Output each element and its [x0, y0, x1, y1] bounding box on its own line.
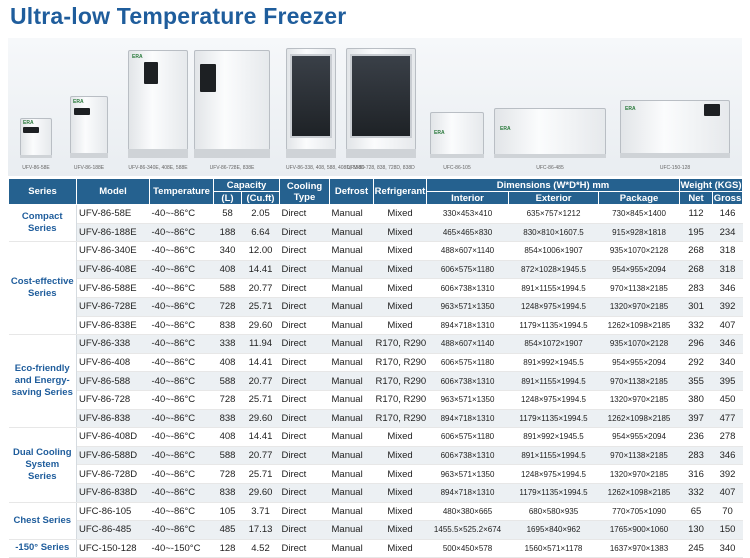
capacity-cuft-cell: 3.71 [242, 502, 280, 521]
capacity-cuft-cell: 14.41 [242, 260, 280, 279]
gross-weight-cell: 70 [713, 502, 743, 521]
exterior-cell: 1248×975×1994.5 [509, 297, 599, 316]
capacity-l-cell: 188 [214, 223, 242, 242]
capacity-l-cell: 128 [214, 539, 242, 558]
defrost-cell: Manual [330, 521, 374, 540]
capacity-l-cell: 105 [214, 502, 242, 521]
header-package: Package [599, 192, 680, 205]
capacity-l-cell: 838 [214, 316, 242, 335]
gross-weight-cell: 340 [713, 539, 743, 558]
model-cell: UFV-86-408E [77, 260, 150, 279]
brand-logo: ERA [500, 126, 511, 132]
capacity-l-cell: 340 [214, 242, 242, 261]
package-cell: 1262×1098×2185 [599, 316, 680, 335]
brand-logo: ERA [23, 120, 34, 126]
table-row [9, 428, 743, 447]
cooling-type-cell: Direct [280, 260, 330, 279]
refrigerant-cell: R170, R290 [374, 390, 427, 409]
refrigerant-cell: Mixed [374, 260, 427, 279]
refrigerant-cell: R170, R290 [374, 353, 427, 372]
capacity-cuft-cell: 14.41 [242, 428, 280, 447]
series-cell: Compact Series [9, 205, 77, 242]
photo-caption: UFC-86-105 [443, 165, 471, 171]
gross-weight-cell: 346 [713, 446, 743, 465]
product-photo-ufc-86-105 [430, 112, 484, 171]
brand-logo: ERA [625, 106, 636, 112]
model-cell: UFV-86-188E [77, 223, 150, 242]
interior-cell: 480×380×665 [427, 502, 509, 521]
interior-cell: 465×465×830 [427, 223, 509, 242]
defrost-cell: Manual [330, 465, 374, 484]
series-cell: -150° Series [9, 539, 77, 558]
photo-caption: UFV-86-188E [73, 165, 105, 171]
net-weight-cell: 332 [680, 316, 713, 335]
capacity-l-cell: 588 [214, 279, 242, 298]
header-capacity-cuft: (Cu.ft) [242, 192, 280, 205]
temperature-cell: -40~-86°C [150, 465, 214, 484]
brand-logo: ERA [73, 99, 84, 105]
gross-weight-cell: 407 [713, 483, 743, 502]
temperature-cell: -40~-86°C [150, 409, 214, 428]
product-photo-ufv-86-338 [286, 48, 365, 171]
cooling-type-cell: Direct [280, 390, 330, 409]
cooling-type-cell: Direct [280, 483, 330, 502]
table-row [9, 223, 743, 242]
brand-logo: ERA [434, 130, 445, 136]
table-row [9, 242, 743, 261]
gross-weight-cell: 340 [713, 353, 743, 372]
header-net: Net [680, 192, 713, 205]
table-row [9, 483, 743, 502]
refrigerant-cell: Mixed [374, 242, 427, 261]
gross-weight-cell: 392 [713, 297, 743, 316]
package-cell: 730×845×1400 [599, 205, 680, 224]
table-row [9, 409, 743, 428]
defrost-cell: Manual [330, 428, 374, 447]
model-cell: UFV-86-338 [77, 335, 150, 354]
photo-caption: UFC-86-485 [536, 165, 564, 171]
model-cell: UFC-86-485 [77, 521, 150, 540]
cooling-type-cell: Direct [280, 353, 330, 372]
interior-cell: 963×571×1350 [427, 297, 509, 316]
exterior-cell: 854×1006×1907 [509, 242, 599, 261]
net-weight-cell: 268 [680, 260, 713, 279]
cooling-type-cell: Direct [280, 446, 330, 465]
photo-caption: UFV-86-728, 838, 728D, 838D [347, 165, 415, 171]
series-cell: Dual Cooling System Series [9, 428, 77, 502]
table-row [9, 335, 743, 354]
header-capacity-l: (L) [214, 192, 242, 205]
product-photo-ufv-86-728e [194, 50, 270, 171]
product-photo-strip [8, 38, 742, 176]
capacity-cuft-cell: 20.77 [242, 279, 280, 298]
exterior-cell: 872×1028×1945.5 [509, 260, 599, 279]
table-row [9, 539, 743, 558]
model-cell: UFV-86-838 [77, 409, 150, 428]
capacity-l-cell: 728 [214, 297, 242, 316]
model-cell: UFV-86-408D [77, 428, 150, 447]
header-refrigerant: Refrigerant [374, 179, 427, 205]
header-model: Model [77, 179, 150, 205]
package-cell: 970×1138×2185 [599, 446, 680, 465]
exterior-cell: 1695×840×962 [509, 521, 599, 540]
package-cell: 915×928×1818 [599, 223, 680, 242]
exterior-cell: 1248×975×1994.5 [509, 465, 599, 484]
defrost-cell: Manual [330, 316, 374, 335]
exterior-cell: 1179×1135×1994.5 [509, 316, 599, 335]
net-weight-cell: 397 [680, 409, 713, 428]
refrigerant-cell: Mixed [374, 279, 427, 298]
exterior-cell: 891×992×1945.5 [509, 353, 599, 372]
net-weight-cell: 292 [680, 353, 713, 372]
defrost-cell: Manual [330, 335, 374, 354]
cooling-type-cell: Direct [280, 372, 330, 391]
temperature-cell: -40~-86°C [150, 279, 214, 298]
table-row [9, 316, 743, 335]
refrigerant-cell: Mixed [374, 205, 427, 224]
series-cell: Chest Series [9, 502, 77, 539]
package-cell: 970×1138×2185 [599, 372, 680, 391]
gross-weight-cell: 278 [713, 428, 743, 447]
spec-table [8, 178, 743, 558]
capacity-cuft-cell: 17.13 [242, 521, 280, 540]
net-weight-cell: 112 [680, 205, 713, 224]
defrost-cell: Manual [330, 223, 374, 242]
capacity-cuft-cell: 25.71 [242, 297, 280, 316]
defrost-cell: Manual [330, 446, 374, 465]
temperature-cell: -40~-86°C [150, 446, 214, 465]
model-cell: UFV-86-340E [77, 242, 150, 261]
gross-weight-cell: 150 [713, 521, 743, 540]
defrost-cell: Manual [330, 260, 374, 279]
net-weight-cell: 316 [680, 465, 713, 484]
model-cell: UFV-86-408 [77, 353, 150, 372]
defrost-cell: Manual [330, 483, 374, 502]
gross-weight-cell: 450 [713, 390, 743, 409]
model-cell: UFV-86-588D [77, 446, 150, 465]
cooling-type-cell: Direct [280, 316, 330, 335]
refrigerant-cell: Mixed [374, 446, 427, 465]
brand-logo: ERA [132, 54, 143, 60]
temperature-cell: -40~-86°C [150, 428, 214, 447]
gross-weight-cell: 395 [713, 372, 743, 391]
gross-weight-cell: 318 [713, 242, 743, 261]
temperature-cell: -40~-86°C [150, 502, 214, 521]
product-photo-ufc-86-485 [494, 108, 606, 171]
capacity-l-cell: 408 [214, 428, 242, 447]
interior-cell: 606×738×1310 [427, 446, 509, 465]
header-interior: Interior [427, 192, 509, 205]
temperature-cell: -40~-86°C [150, 242, 214, 261]
net-weight-cell: 301 [680, 297, 713, 316]
exterior-cell: 854×1072×1907 [509, 335, 599, 354]
capacity-cuft-cell: 25.71 [242, 465, 280, 484]
cooling-type-cell: Direct [280, 297, 330, 316]
product-photo-ufv-86-728 [346, 48, 416, 171]
package-cell: 935×1070×2128 [599, 335, 680, 354]
cooling-type-cell: Direct [280, 465, 330, 484]
series-cell: Cost-effective Series [9, 242, 77, 335]
capacity-cuft-cell: 11.94 [242, 335, 280, 354]
capacity-cuft-cell: 6.64 [242, 223, 280, 242]
refrigerant-cell: Mixed [374, 521, 427, 540]
interior-cell: 606×575×1180 [427, 260, 509, 279]
net-weight-cell: 245 [680, 539, 713, 558]
header-dimensions: Dimensions (W*D*H) mm [427, 179, 680, 192]
cooling-type-cell: Direct [280, 521, 330, 540]
capacity-cuft-cell: 25.71 [242, 390, 280, 409]
table-row [9, 390, 743, 409]
defrost-cell: Manual [330, 297, 374, 316]
cooling-type-cell: Direct [280, 279, 330, 298]
interior-cell: 606×738×1310 [427, 279, 509, 298]
cooling-type-cell: Direct [280, 223, 330, 242]
defrost-cell: Manual [330, 372, 374, 391]
interior-cell: 606×575×1180 [427, 428, 509, 447]
product-photo-ufv-86-58e [20, 118, 52, 171]
package-cell: 1320×970×2185 [599, 465, 680, 484]
net-weight-cell: 236 [680, 428, 713, 447]
gross-weight-cell: 318 [713, 260, 743, 279]
photo-caption: UFV-86-58E [22, 165, 50, 171]
interior-cell: 894×718×1310 [427, 483, 509, 502]
table-row [9, 465, 743, 484]
package-cell: 1262×1098×2185 [599, 409, 680, 428]
net-weight-cell: 283 [680, 279, 713, 298]
model-cell: UFC-86-105 [77, 502, 150, 521]
package-cell: 1320×970×2185 [599, 297, 680, 316]
exterior-cell: 891×1155×1994.5 [509, 279, 599, 298]
interior-cell: 894×718×1310 [427, 409, 509, 428]
net-weight-cell: 195 [680, 223, 713, 242]
cooling-type-cell: Direct [280, 242, 330, 261]
temperature-cell: -40~-150°C [150, 539, 214, 558]
refrigerant-cell: Mixed [374, 539, 427, 558]
cooling-type-cell: Direct [280, 539, 330, 558]
temperature-cell: -40~-86°C [150, 205, 214, 224]
defrost-cell: Manual [330, 502, 374, 521]
temperature-cell: -40~-86°C [150, 316, 214, 335]
temperature-cell: -40~-86°C [150, 260, 214, 279]
interior-cell: 894×718×1310 [427, 316, 509, 335]
header-cooling-type: Cooling Type [280, 179, 330, 205]
refrigerant-cell: Mixed [374, 428, 427, 447]
interior-cell: 963×571×1350 [427, 465, 509, 484]
refrigerant-cell: Mixed [374, 316, 427, 335]
header-temperature: Temperature [150, 179, 214, 205]
gross-weight-cell: 346 [713, 279, 743, 298]
defrost-cell: Manual [330, 409, 374, 428]
exterior-cell: 830×810×1607.5 [509, 223, 599, 242]
refrigerant-cell: Mixed [374, 483, 427, 502]
exterior-cell: 891×1155×1994.5 [509, 446, 599, 465]
capacity-cuft-cell: 29.60 [242, 483, 280, 502]
gross-weight-cell: 346 [713, 335, 743, 354]
model-cell: UFV-86-838E [77, 316, 150, 335]
exterior-cell: 891×1155×1994.5 [509, 372, 599, 391]
package-cell: 954×955×2094 [599, 428, 680, 447]
capacity-l-cell: 58 [214, 205, 242, 224]
exterior-cell: 891×992×1945.5 [509, 428, 599, 447]
photo-caption: UFV-86-338, 408, 588, 408D, 588D [286, 165, 365, 171]
refrigerant-cell: R170, R290 [374, 409, 427, 428]
table-row [9, 372, 743, 391]
capacity-l-cell: 728 [214, 465, 242, 484]
net-weight-cell: 65 [680, 502, 713, 521]
gross-weight-cell: 234 [713, 223, 743, 242]
table-row [9, 521, 743, 540]
model-cell: UFV-86-58E [77, 205, 150, 224]
net-weight-cell: 380 [680, 390, 713, 409]
exterior-cell: 1560×571×1178 [509, 539, 599, 558]
temperature-cell: -40~-86°C [150, 521, 214, 540]
package-cell: 1765×900×1060 [599, 521, 680, 540]
header-exterior: Exterior [509, 192, 599, 205]
page-title: Ultra-low Temperature Freezer [10, 3, 347, 29]
temperature-cell: -40~-86°C [150, 390, 214, 409]
capacity-cuft-cell: 20.77 [242, 446, 280, 465]
table-row [9, 205, 743, 224]
net-weight-cell: 332 [680, 483, 713, 502]
refrigerant-cell: Mixed [374, 297, 427, 316]
model-cell: UFV-86-728 [77, 390, 150, 409]
net-weight-cell: 283 [680, 446, 713, 465]
refrigerant-cell: Mixed [374, 465, 427, 484]
interior-cell: 330×453×410 [427, 205, 509, 224]
refrigerant-cell: Mixed [374, 223, 427, 242]
capacity-l-cell: 838 [214, 483, 242, 502]
product-photo-ufc-150-128 [620, 100, 730, 171]
model-cell: UFC-150-128 [77, 539, 150, 558]
product-photo-ufv-86-340e [128, 50, 188, 171]
capacity-l-cell: 588 [214, 372, 242, 391]
capacity-cuft-cell: 20.77 [242, 372, 280, 391]
series-cell: Eco-friendly and Energy-saving Series [9, 335, 77, 428]
gross-weight-cell: 477 [713, 409, 743, 428]
net-weight-cell: 355 [680, 372, 713, 391]
package-cell: 770×705×1090 [599, 502, 680, 521]
table-row [9, 446, 743, 465]
cooling-type-cell: Direct [280, 409, 330, 428]
table-row [9, 353, 743, 372]
interior-cell: 500×450×578 [427, 539, 509, 558]
temperature-cell: -40~-86°C [150, 483, 214, 502]
interior-cell: 606×575×1180 [427, 353, 509, 372]
defrost-cell: Manual [330, 353, 374, 372]
table-row [9, 260, 743, 279]
table-row [9, 297, 743, 316]
capacity-l-cell: 408 [214, 260, 242, 279]
temperature-cell: -40~-86°C [150, 335, 214, 354]
capacity-cuft-cell: 29.60 [242, 316, 280, 335]
package-cell: 1320×970×2185 [599, 390, 680, 409]
package-cell: 954×955×2094 [599, 260, 680, 279]
gross-weight-cell: 392 [713, 465, 743, 484]
model-cell: UFV-86-588 [77, 372, 150, 391]
defrost-cell: Manual [330, 242, 374, 261]
capacity-l-cell: 838 [214, 409, 242, 428]
capacity-cuft-cell: 2.05 [242, 205, 280, 224]
capacity-cuft-cell: 4.52 [242, 539, 280, 558]
photo-caption: UFV-86-728E, 838E [209, 165, 255, 171]
interior-cell: 488×607×1140 [427, 242, 509, 261]
table-row [9, 502, 743, 521]
interior-cell: 963×571×1350 [427, 390, 509, 409]
model-cell: UFV-86-728D [77, 465, 150, 484]
package-cell: 1262×1098×2185 [599, 483, 680, 502]
capacity-l-cell: 485 [214, 521, 242, 540]
net-weight-cell: 130 [680, 521, 713, 540]
capacity-l-cell: 588 [214, 446, 242, 465]
interior-cell: 488×607×1140 [427, 335, 509, 354]
cooling-type-cell: Direct [280, 502, 330, 521]
cooling-type-cell: Direct [280, 335, 330, 354]
defrost-cell: Manual [330, 205, 374, 224]
temperature-cell: -40~-86°C [150, 297, 214, 316]
header-defrost: Defrost [330, 179, 374, 205]
refrigerant-cell: R170, R290 [374, 335, 427, 354]
exterior-cell: 1179×1135×1994.5 [509, 483, 599, 502]
defrost-cell: Manual [330, 279, 374, 298]
package-cell: 1637×970×1383 [599, 539, 680, 558]
net-weight-cell: 268 [680, 242, 713, 261]
interior-cell: 1455.5×525.2×674 [427, 521, 509, 540]
gross-weight-cell: 146 [713, 205, 743, 224]
header-gross: Gross [713, 192, 742, 204]
header-capacity: Capacity [214, 179, 280, 192]
exterior-cell: 1179×1135×1994.5 [509, 409, 599, 428]
gross-weight-cell: 407 [713, 316, 743, 335]
exterior-cell: 1248×975×1994.5 [509, 390, 599, 409]
product-photo-ufv-86-188e [70, 96, 108, 171]
net-weight-cell: 296 [680, 335, 713, 354]
refrigerant-cell: R170, R290 [374, 372, 427, 391]
capacity-cuft-cell: 12.00 [242, 242, 280, 261]
capacity-l-cell: 728 [214, 390, 242, 409]
cooling-type-cell: Direct [280, 428, 330, 447]
capacity-l-cell: 338 [214, 335, 242, 354]
capacity-cuft-cell: 14.41 [242, 353, 280, 372]
model-cell: UFV-86-588E [77, 279, 150, 298]
model-cell: UFV-86-728E [77, 297, 150, 316]
spec-table-body [9, 205, 743, 558]
refrigerant-cell: Mixed [374, 502, 427, 521]
exterior-cell: 680×580×935 [509, 502, 599, 521]
model-cell: UFV-86-838D [77, 483, 150, 502]
package-cell: 954×955×2094 [599, 353, 680, 372]
defrost-cell: Manual [330, 539, 374, 558]
photo-caption: UFV-86-340E, 408E, 588E [128, 165, 188, 171]
table-row [9, 279, 743, 298]
temperature-cell: -40~-86°C [150, 372, 214, 391]
capacity-cuft-cell: 29.60 [242, 409, 280, 428]
temperature-cell: -40~-86°C [150, 353, 214, 372]
capacity-l-cell: 408 [214, 353, 242, 372]
temperature-cell: -40~-86°C [150, 223, 214, 242]
package-cell: 970×1138×2185 [599, 279, 680, 298]
header-weight: Weight (KGS) [680, 179, 742, 191]
interior-cell: 606×738×1310 [427, 372, 509, 391]
exterior-cell: 635×757×1212 [509, 205, 599, 224]
photo-caption: UFC-150-128 [659, 165, 691, 171]
header-series: Series [9, 179, 77, 205]
defrost-cell: Manual [330, 390, 374, 409]
package-cell: 935×1070×2128 [599, 242, 680, 261]
cooling-type-cell: Direct [280, 205, 330, 224]
